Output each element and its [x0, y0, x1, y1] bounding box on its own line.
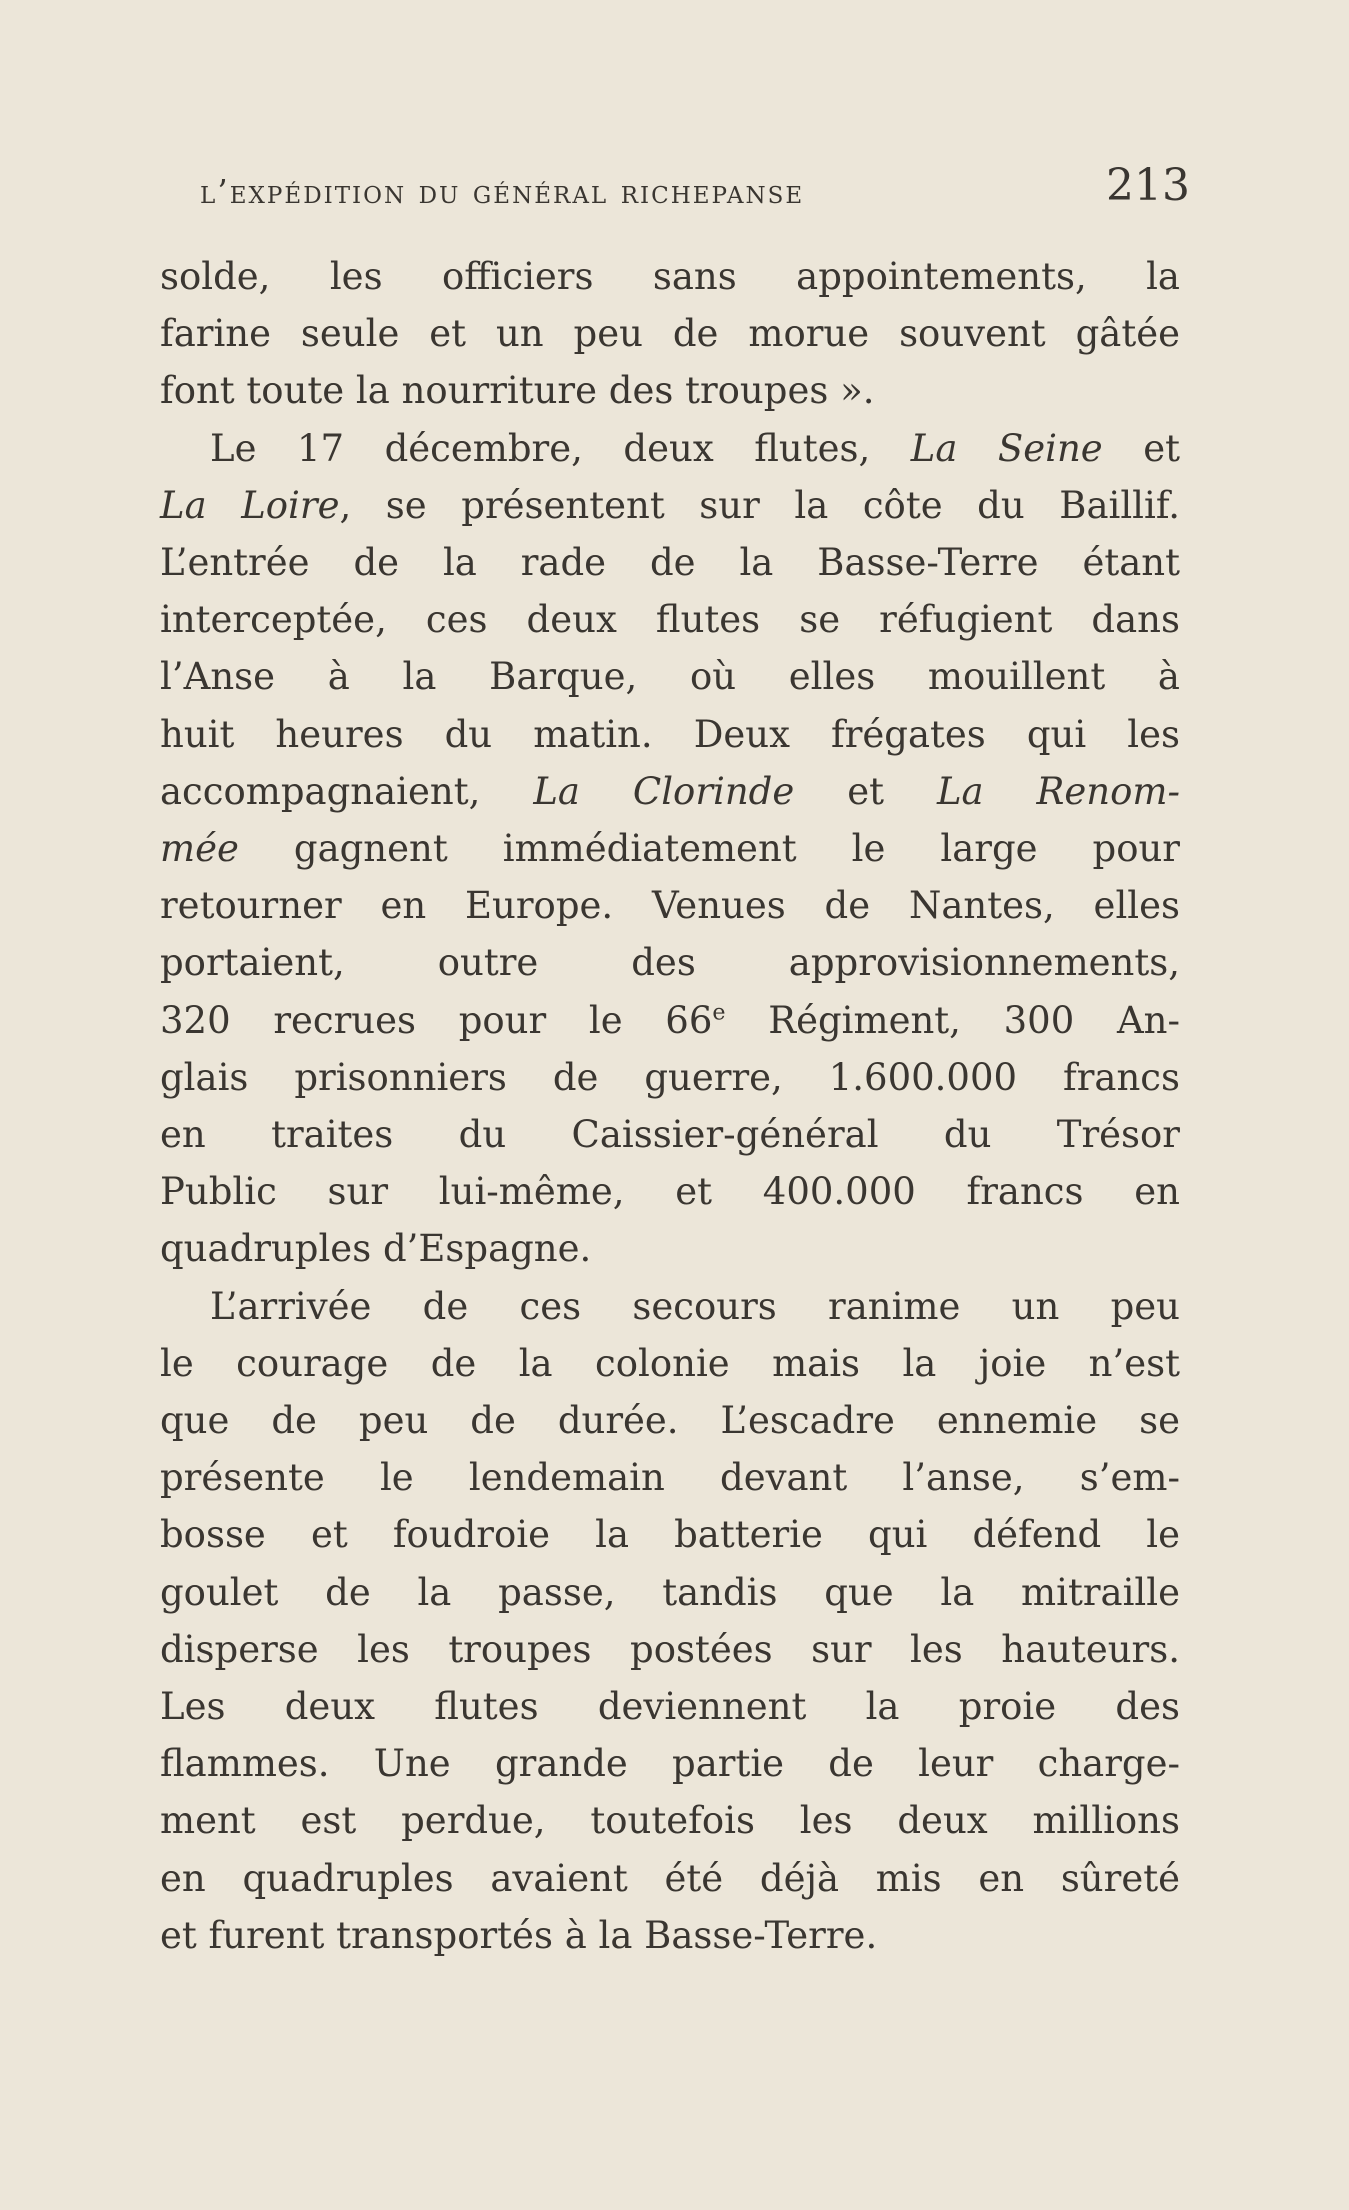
text-line: présente le lendemain devant l’anse, s’em- — [160, 1456, 1180, 1500]
ship-name: mée — [160, 827, 239, 871]
superscript: e — [712, 999, 726, 1026]
text-line: Public sur lui-même, et 400.000 francs en — [160, 1170, 1180, 1214]
body-text — [160, 248, 1180, 1964]
text-line: que de peu de durée. L’escadre ennemie se — [160, 1399, 1180, 1443]
ship-name: La Loire — [160, 483, 340, 527]
text-line: font toute la nourriture des troupes ». — [160, 369, 875, 413]
running-title: l’expédition du général richepanse — [200, 172, 805, 211]
text-line: interceptée, ces deux flutes se réfugient dans — [160, 598, 1180, 642]
ship-name: La Renom- — [936, 769, 1180, 813]
text-line: quadruples d’Espagne. — [160, 1227, 592, 1271]
text-line: 320 recrues pour le 66e Régiment, 300 An- — [160, 998, 1180, 1042]
text-line: ment est perdue, toutefois les deux millions — [160, 1799, 1180, 1843]
text-line: L’arrivée de ces secours ranime un peu — [210, 1284, 1180, 1328]
page-number: 213 — [1106, 160, 1190, 211]
text-line: le courage de la colonie mais la joie n’est — [160, 1341, 1180, 1385]
text-line: portaient, outre des approvisionnements, — [160, 941, 1180, 985]
text-line: mée gagnent immédiatement le large pour — [160, 827, 1180, 871]
text-line: accompagnaient, La Clorinde et La Renom- — [160, 769, 1180, 813]
text-line: en traites du Caissier-général du Trésor — [160, 1113, 1180, 1157]
text-line: goulet de la passe, tandis que la mitraille — [160, 1570, 1180, 1614]
text-line: et furent transportés à la Basse-Terre. — [160, 1913, 878, 1957]
text-line: Le 17 décembre, deux flutes, La Seine et — [210, 426, 1180, 470]
text-line: flammes. Une grande partie de leur charge- — [160, 1742, 1180, 1786]
text-line: Les deux flutes deviennent la proie des — [160, 1685, 1180, 1729]
text-line: farine seule et un peu de morue souvent gâtée — [160, 312, 1180, 356]
page-header — [200, 160, 1190, 220]
text-line: disperse les troupes postées sur les hauteurs. — [160, 1627, 1180, 1671]
text-line: solde, les officiers sans appointements, la — [160, 255, 1180, 298]
text-line: huit heures du matin. Deux frégates qui les — [160, 712, 1180, 756]
text-line: retourner en Europe. Venues de Nantes, elles — [160, 884, 1180, 928]
text-line: en quadruples avaient été déjà mis en sûreté — [160, 1856, 1180, 1900]
ship-name: La Clorinde — [533, 769, 795, 813]
text-line: La Loire, se présentent sur la côte du Baillif. — [160, 483, 1180, 527]
text-line: glais prisonniers de guerre, 1.600.000 francs — [160, 1055, 1180, 1099]
text-line: bosse et foudroie la batterie qui défend le — [160, 1513, 1180, 1557]
text-line: l’Anse à la Barque, où elles mouillent à — [160, 655, 1180, 699]
text-line: L’entrée de la rade de la Basse-Terre étant — [160, 541, 1180, 585]
ship-name: La Seine — [910, 426, 1103, 470]
